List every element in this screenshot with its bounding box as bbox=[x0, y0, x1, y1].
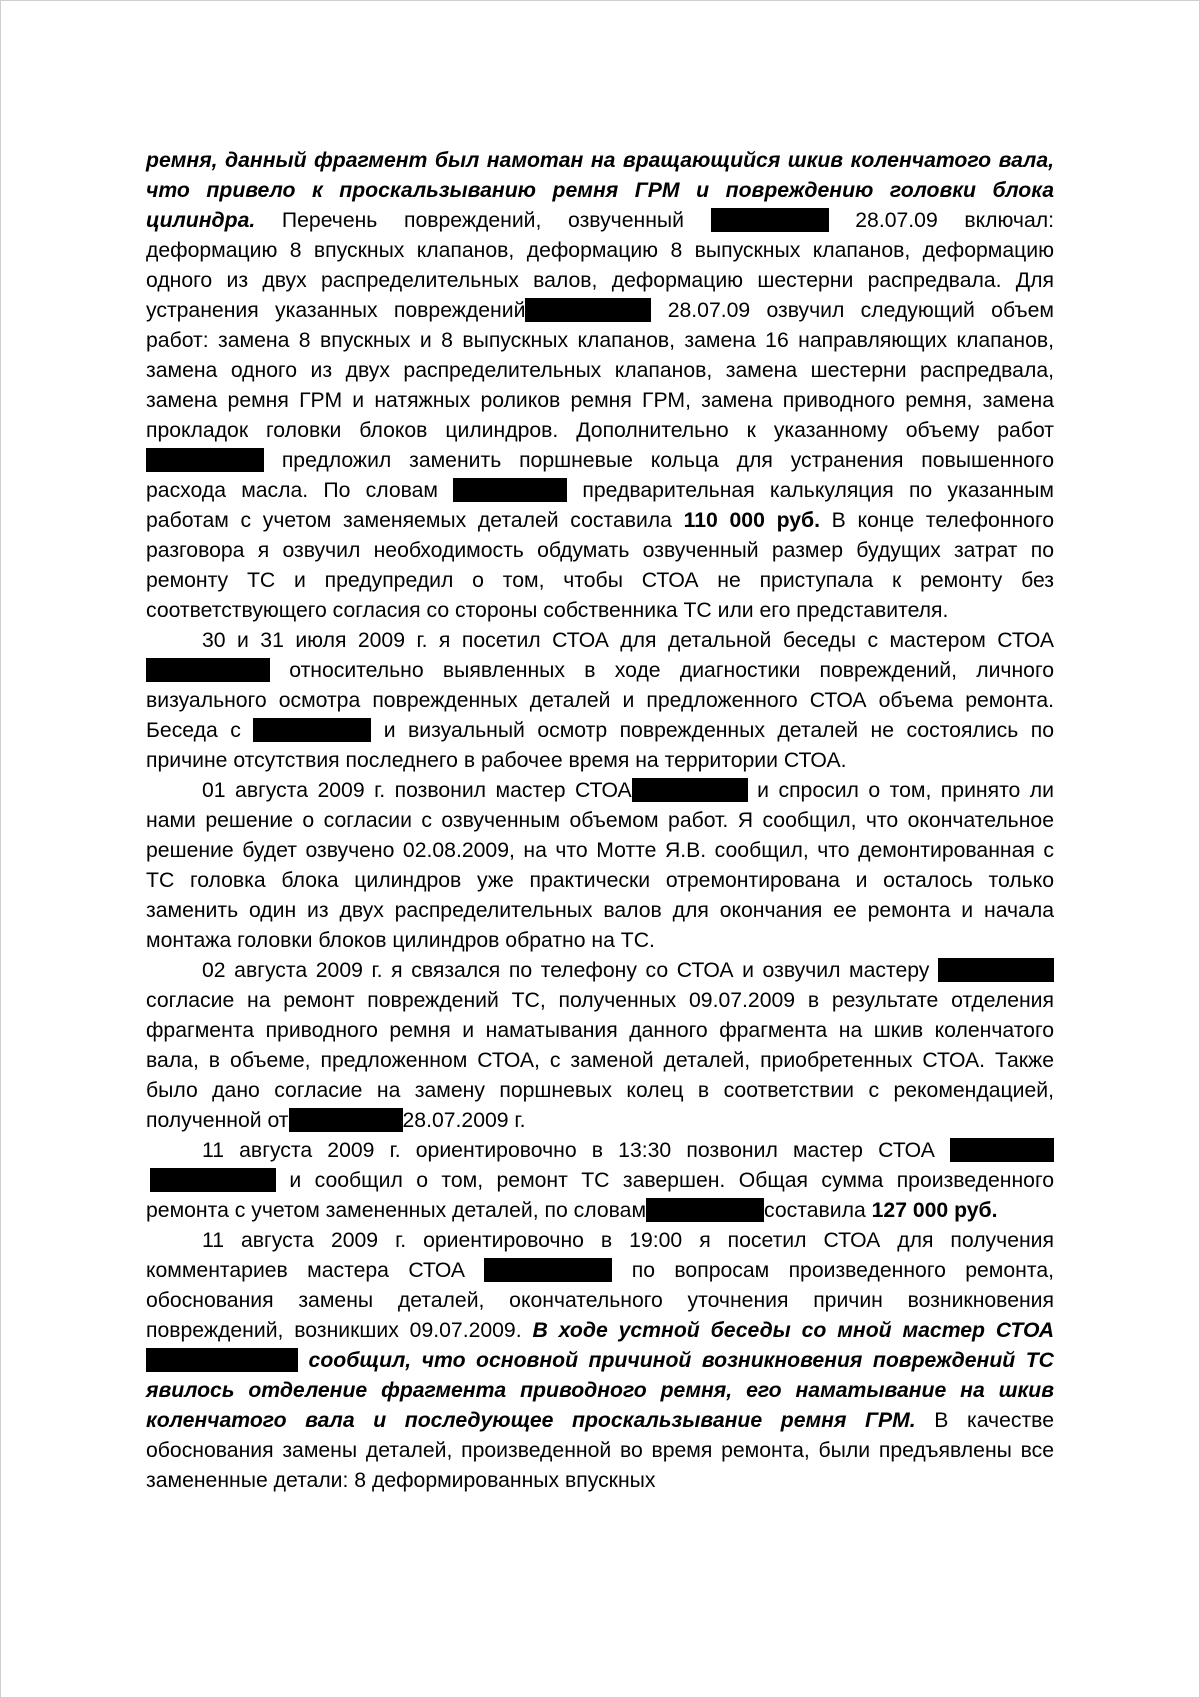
text-span: 02 августа 2009 г. я связался по телефону со СТОА и озвучил мастеру bbox=[202, 959, 938, 982]
paragraph-damage-list bbox=[146, 146, 1054, 626]
text-span: относительно выявленных в ходе диагностики повреждений, личного визуального осмотра поврежденных деталей и предложенного СТОА объема ремонта. Беседа с bbox=[146, 659, 1054, 742]
redacted-name bbox=[938, 958, 1054, 982]
text-span: 11 августа 2009 г. ориентировочно в 13:30 позвонил мастер СТОА bbox=[202, 1139, 950, 1162]
text-span: 28.07.2009 г. bbox=[402, 1109, 526, 1132]
redacted-name bbox=[646, 1198, 764, 1222]
redacted-name bbox=[711, 208, 829, 232]
bold-italic-text: В ходе устной беседы со мной мастер СТОА bbox=[532, 1319, 1054, 1342]
text-span: предложил заменить поршневые кольца для устранения повышенного расхода масла. По словам bbox=[146, 449, 1054, 502]
redacted-name bbox=[146, 1348, 298, 1372]
text-span: и сообщил о том, ремонт ТС завершен. Общая сумма произведенного ремонта с учетом замененных деталей, по словам bbox=[146, 1169, 1054, 1222]
text-span: Перечень повреждений, озвученный bbox=[255, 209, 711, 232]
text-span: 28.07.09 включал: деформацию 8 впускных клапанов, деформацию 8 выпускных клапанов, деформацию одного из двух распределительных валов, деформацию шестерни распредвала. Для устранения указанных повреждений bbox=[146, 209, 1054, 322]
redacted-name bbox=[150, 1168, 276, 1192]
redacted-name bbox=[253, 718, 371, 742]
text-span: составила bbox=[764, 1199, 872, 1222]
text-span: 01 августа 2009 г. позвонил мастер СТОА bbox=[202, 779, 632, 802]
text-span: 30 и 31 июля 2009 г. я посетил СТОА для детальной беседы с мастером СТОА bbox=[202, 629, 1054, 652]
redacted-name bbox=[146, 658, 270, 682]
redacted-name bbox=[289, 1108, 403, 1132]
bold-italic-text: сообщил, что основной причиной возникновения повреждений ТС явилось отделение фрагмента приводного ремня, его наматывание на шкив коленчатого вала и последующее проскальзывание ремня ГРМ. bbox=[146, 1349, 1054, 1432]
text-span: и визуальный осмотр поврежденных деталей не состоялись по причине отсутствия последнего в рабочее время на территории СТОА. bbox=[146, 719, 1054, 772]
amount-127000: 127 000 руб. bbox=[871, 1199, 998, 1222]
paragraph-july-visit bbox=[146, 626, 1054, 776]
paragraph-august-01 bbox=[146, 776, 1054, 956]
paragraph-august-11-call bbox=[146, 1136, 1054, 1226]
text-span: 11 августа 2009 г. ориентировочно в 19:00 я посетил СТОА для получения комментариев мастера СТОА bbox=[146, 1229, 1054, 1282]
paragraph-august-02 bbox=[146, 956, 1054, 1136]
paragraph-august-11-visit bbox=[146, 1226, 1054, 1496]
amount-110000: 110 000 руб. bbox=[683, 509, 820, 532]
redacted-name bbox=[146, 448, 264, 472]
document-body bbox=[146, 146, 1054, 1496]
text-span: В конце телефонного разговора я озвучил необходимость обдумать озвученный размер будущих затрат по ремонту ТС и предупредил о том, чтобы СТОА не приступала к ремонту без соответствующего согласия со стороны собственника ТС или его представителя. bbox=[146, 509, 1054, 622]
redacted-name bbox=[484, 1258, 612, 1282]
text-span: предварительная калькуляция по указанным работам с учетом заменяемых деталей составила bbox=[146, 479, 1054, 532]
bold-italic-text: ремня, данный фрагмент был намотан на вращающийся шкив коленчатого вала, что привело к проскальзыванию ремня ГРМ и повреждению головки блока цилиндра. bbox=[146, 149, 1054, 232]
text-span: и спросил о том, принято ли нами решение о согласии с озвученным объемом работ. Я сообщил, что окончательное решение будет озвучено 02.08.2009, на что Мотте Я.В. сообщил, что демонтированная с ТС головка блока цилиндров уже практически отремонтирована и осталось только заменить один из двух распределительных валов для окончания ее ремонта и начала монтажа головки блоков цилиндров обратно на ТС. bbox=[146, 779, 1054, 952]
redacted-name bbox=[453, 478, 567, 502]
text-span: по вопросам произведенного ремонта, обоснования замены деталей, окончательного уточнения причин возникновения повреждений, возникших 09.07.2009. bbox=[146, 1259, 1054, 1342]
text-span: В качестве обоснования замены деталей, произведенной во время ремонта, были предъявлены все замененные детали: 8 деформированных впускных bbox=[146, 1409, 1054, 1492]
text-span: согласие на ремонт повреждений ТС, полученных 09.07.2009 в результате отделения фрагмента приводного ремня и наматывания данного фрагмента на шкив коленчатого вала, в объеме, предложенном СТОА, с заменой деталей, приобретенных СТОА. Также было дано согласие на замену поршневых колец в соответствии с рекомендацией, полученной от bbox=[146, 989, 1054, 1132]
redacted-name bbox=[525, 298, 651, 322]
redacted-name bbox=[950, 1138, 1054, 1162]
redacted-name bbox=[632, 778, 748, 802]
text-span: 28.07.09 озвучил следующий объем работ: замена 8 впускных и 8 выпускных клапанов, замена 16 направляющих клапанов, замена одного из двух распределительных клапанов, замена шестерни распредвала, замена ремня ГРМ и натяжных роликов ремня ГРМ, замена приводного ремня, замена прокладок головки блоков цилиндров. Дополнительно к указанному объему работ bbox=[146, 299, 1054, 442]
